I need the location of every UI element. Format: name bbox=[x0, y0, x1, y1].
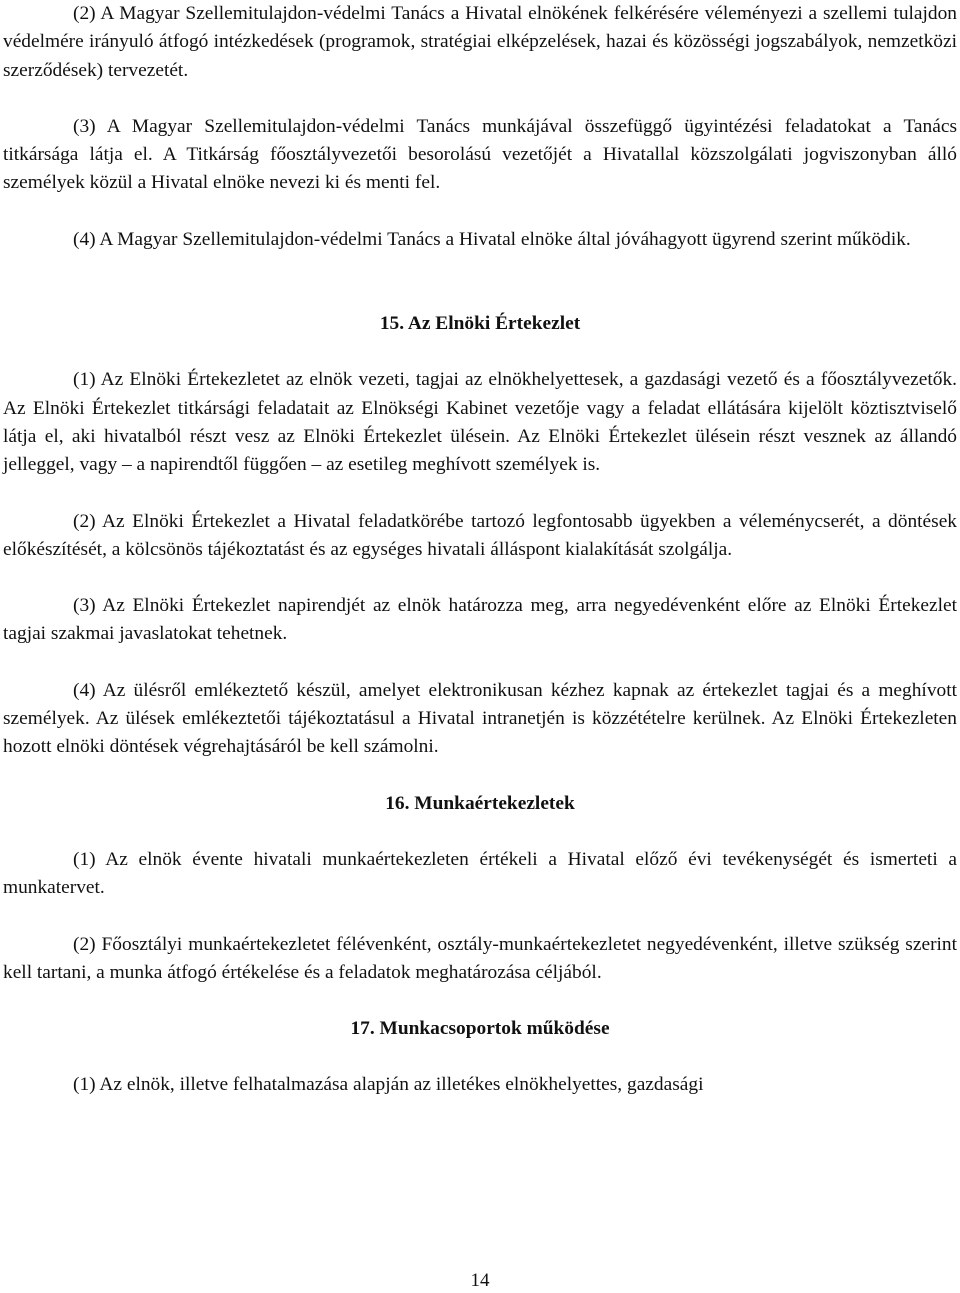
paragraph-12-2: (2) A Magyar Szellemitulajdon-védelmi Tanács a Hivatal elnökének felkérésére véleményezi a szellemi tulajdon védelmére irányuló átfogó intézkedések (programok, stratégiai elképzelések, hazai és közösségi jogszabályok, nemzetközi szerződések) tervezetét. bbox=[3, 3, 957, 81]
paragraph-15-4: (4) Az ülésről emlékeztető készül, amelyet elektronikusan kézhez kapnak az értekezlet tagjai és a meghívott személyek. Az ülések emlékeztetői tájékoztatásul a Hivatal intranetjén is közzétételre kerülnek. Az Elnöki Értekezleten hozott elnöki döntések végrehajtásáról be kell számolni. bbox=[3, 679, 957, 758]
paragraph-17-1: (1) Az elnök, illetve felhatalmazása alapján az illetékes elnökhelyettes, gazdasági bbox=[73, 1074, 704, 1096]
paragraph-16-2: (2) Főosztályi munkaértekezletet félévenként, osztály-munkaértekezletet negyedévenként, illetve szükség szerint kell tartani, a munka átfogó értékelése és a feladatok meghatározása céljából. bbox=[3, 933, 957, 983]
paragraph-15-1: (1) Az Elnöki Értekezletet az elnök vezeti, tagjai az elnökhelyettesek, a gazdasági vezető és a főosztályvezetők. Az Elnöki Értekezlet titkársági feladatait az Elnökségi Kabinet vezetője vagy a feladat ellátására kijelölt köztisztviselő látja el, aki hivatalból részt vesz az Elnöki Értekezlet ülésein. Az Elnöki Értekezlet ülésein részt vesznek az állandó jelleggel, vagy – a napirendtől függően – az esetileg meghívott személyek is. bbox=[3, 369, 957, 476]
paragraph-15-3: (3) Az Elnöki Értekezlet napirendjét az elnök határozza meg, arra negyedévenként előre az Elnöki Értekezlet tagjai szakmai javaslatokat tehetnek. bbox=[3, 595, 957, 645]
section-heading-16: 16. Munkaértekezletek bbox=[385, 792, 575, 814]
document-page bbox=[3, 0, 957, 1100]
paragraph-12-4: (4) A Magyar Szellemitulajdon-védelmi Tanács a Hivatal elnöke által jóváhagyott ügyrend szerint működik. bbox=[73, 228, 911, 250]
paragraph-16-1: (1) Az elnök évente hivatali munkaértekezleten értékeli a Hivatal előző évi tevékenységét és ismerteti a munkatervet. bbox=[3, 848, 957, 899]
section-heading-15: 15. Az Elnöki Értekezlet bbox=[379, 313, 581, 335]
paragraph-15-2: (2) Az Elnöki Értekezlet a Hivatal feladatkörébe tartozó legfontosabb ügyekben a véleménycserét, a döntések előkészítését, a kölcsönös tájékoztatást és az egységes hivatali álláspont kialakítását szolgálja. bbox=[3, 510, 957, 560]
paragraph-12-3: (3) A Magyar Szellemitulajdon-védelmi Tanács munkájával összefüggő ügyintézési feladatokat a Tanács titkársága látja el. A Titkárság főosztályvezetői besorolású vezetőjét a Hivatallal közszolgálati jogviszonyban álló személyek közül a Hivatal elnöke nevezi ki és menti fel. bbox=[3, 115, 957, 194]
page-number: 14 bbox=[470, 1270, 490, 1291]
section-heading-17: 17. Munkacsoportok működése bbox=[350, 1018, 610, 1040]
